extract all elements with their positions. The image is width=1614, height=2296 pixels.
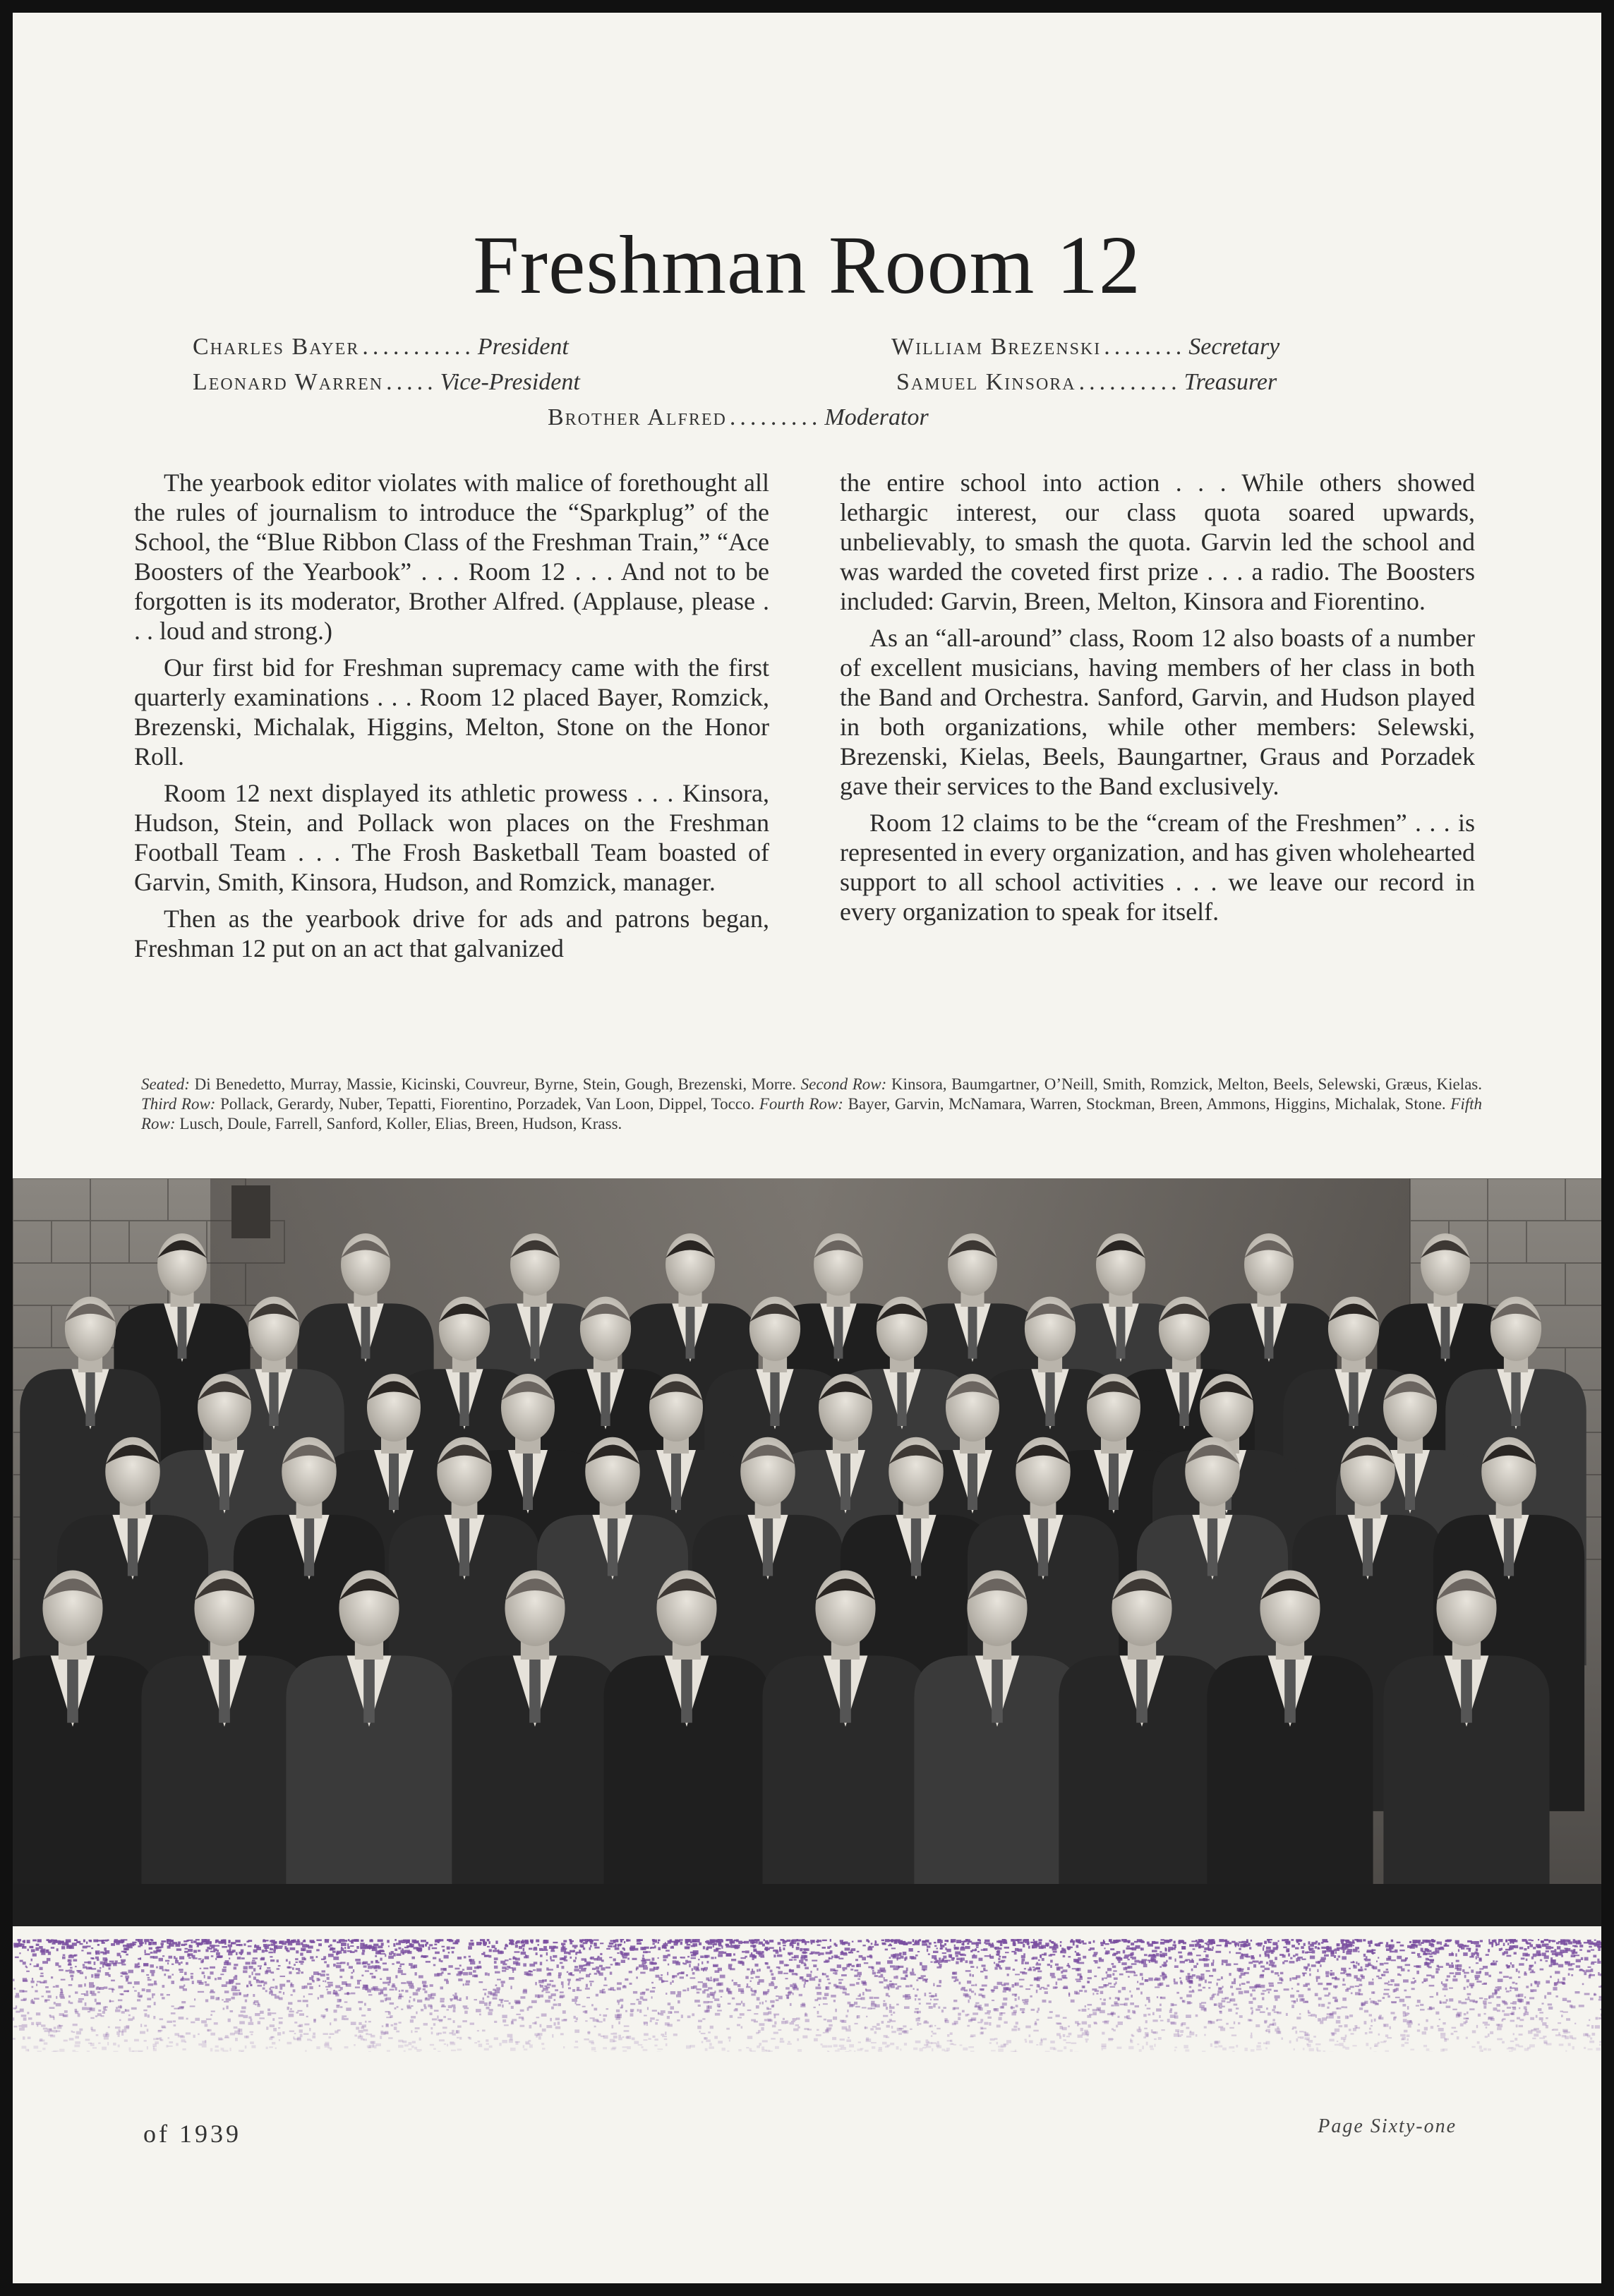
officer-dots: ........ [1104,334,1186,360]
officer-role: Vice-President [440,369,580,395]
caption-names: Pollack, Gerardy, Nuber, Tepatti, Fiorentino, Porzadek, Van Loon, Dippel, Tocco. [220,1095,755,1113]
officer-name: Leonard Warren [193,369,384,395]
caption-names: Bayer, Garvin, McNamara, Warren, Stockman, Breen, Ammons, Higgins, Michalak, Stone. [848,1095,1446,1113]
officer-role: Secretary [1188,334,1280,360]
officer-president [193,334,569,361]
officer-role: Moderator [824,404,929,430]
band-pattern [13,1939,1614,2052]
caption-label: Fifth Row: [141,1095,1483,1132]
caption-names: Kinsora, Baumgartner, O’Neill, Smith, Romzick, Melton, Beels, Selewski, Græus, Kielas. [891,1075,1482,1093]
caption-label: Fourth Row: [759,1095,843,1113]
officer-treasurer [896,369,1277,396]
officer-name: Charles Bayer [193,334,360,360]
caption-label: Third Row: [141,1095,216,1113]
officer-role: Treasurer [1184,369,1277,395]
officer-name: Samuel Kinsora [896,369,1076,395]
page-title: Freshman Room 12 [473,219,1141,311]
decorative-band [13,1939,1614,2052]
officer-secretary [891,334,1279,361]
body-column-left [134,468,769,970]
class-photo-illustration [13,1178,1614,1926]
caption-names: Di Benedetto, Murray, Massie, Kicinski, Couvreur, Byrne, Stein, Gough, Brezenski, Morre. [194,1075,797,1093]
photo-caption [141,1075,1482,1134]
body-paragraph: The yearbook editor violates with malice of forethought all the rules of journalism to introduce the “Sparkplug” of the School, the “Blue Ribbon Class of the Freshman Train,” “Ace Boosters of the Yearbook” . . . Room 12 . . . And not to be forgotten is its moderator, Brother Alfred. (Applause, please . . . loud and strong.) [134,469,769,645]
officer-vice-president [193,369,580,396]
officer-dots: ..... [386,369,438,395]
wall-vent [231,1185,270,1238]
body-paragraph: Then as the yearbook drive for ads and patrons began, Freshman 12 put on an act that galvanized [134,905,769,962]
officer-role: President [477,334,569,360]
officer-name: William Brezenski [891,334,1102,360]
caption-names: Lusch, Doule, Farrell, Sanford, Koller, Elias, Breen, Hudson, Krass. [179,1115,622,1132]
caption-label: Seated: [141,1075,190,1093]
footer-year: of 1939 [143,2120,241,2148]
page-number: Page Sixty-one [1318,2115,1457,2137]
officer-dots: ........... [362,334,475,360]
officer-name: Brother Alfred [548,404,727,430]
body-column-right [840,468,1475,933]
body-paragraph: Our first bid for Freshman supremacy came with the first quarterly examinations . . . Room 12 placed Bayer, Romzick, Brezenski, Michalak, Higgins, Melton, Stone on the Honor Roll. [134,653,769,771]
officer-moderator [548,404,929,431]
officer-dots: ......... [729,404,822,430]
body-paragraph: Room 12 claims to be the “cream of the Freshmen” . . . is represented in every organization, and has given wholehearted support to all school activities . . . we leave our record in every organization to speak for itself. [840,809,1475,926]
body-paragraph: the entire school into action . . . While others showed lethargic interest, our class quota soared upwards, unbelievably, to smash the quota. Garvin led the school and was warded the coveted first prize . . . a radio. The Boosters included: Garvin, Breen, Melton, Kinsora and Fiorentino. [840,469,1475,615]
body-paragraph: As an “all-around” class, Room 12 also boasts of a number of excellent musicians, having members of her class in both the Band and Orchestra. Sanford, Garvin, and Hudson played in both organizations, while other members: Selewski, Brezenski, Kielas, Beels, Baungartner, Graus and Porzadek gave their services to the Band exclusively. [840,624,1475,800]
officer-dots: .......... [1078,369,1181,395]
class-photo [13,1178,1614,1926]
body-paragraph: Room 12 next displayed its athletic prowess . . . Kinsora, Hudson, Stein, and Pollack won places on the Freshman Football Team . . . The Frosh Basketball Team boasted of Garvin, Smith, Kinsora, Hudson, and Romzick, manager. [134,779,769,896]
caption-label: Second Row: [800,1075,887,1093]
